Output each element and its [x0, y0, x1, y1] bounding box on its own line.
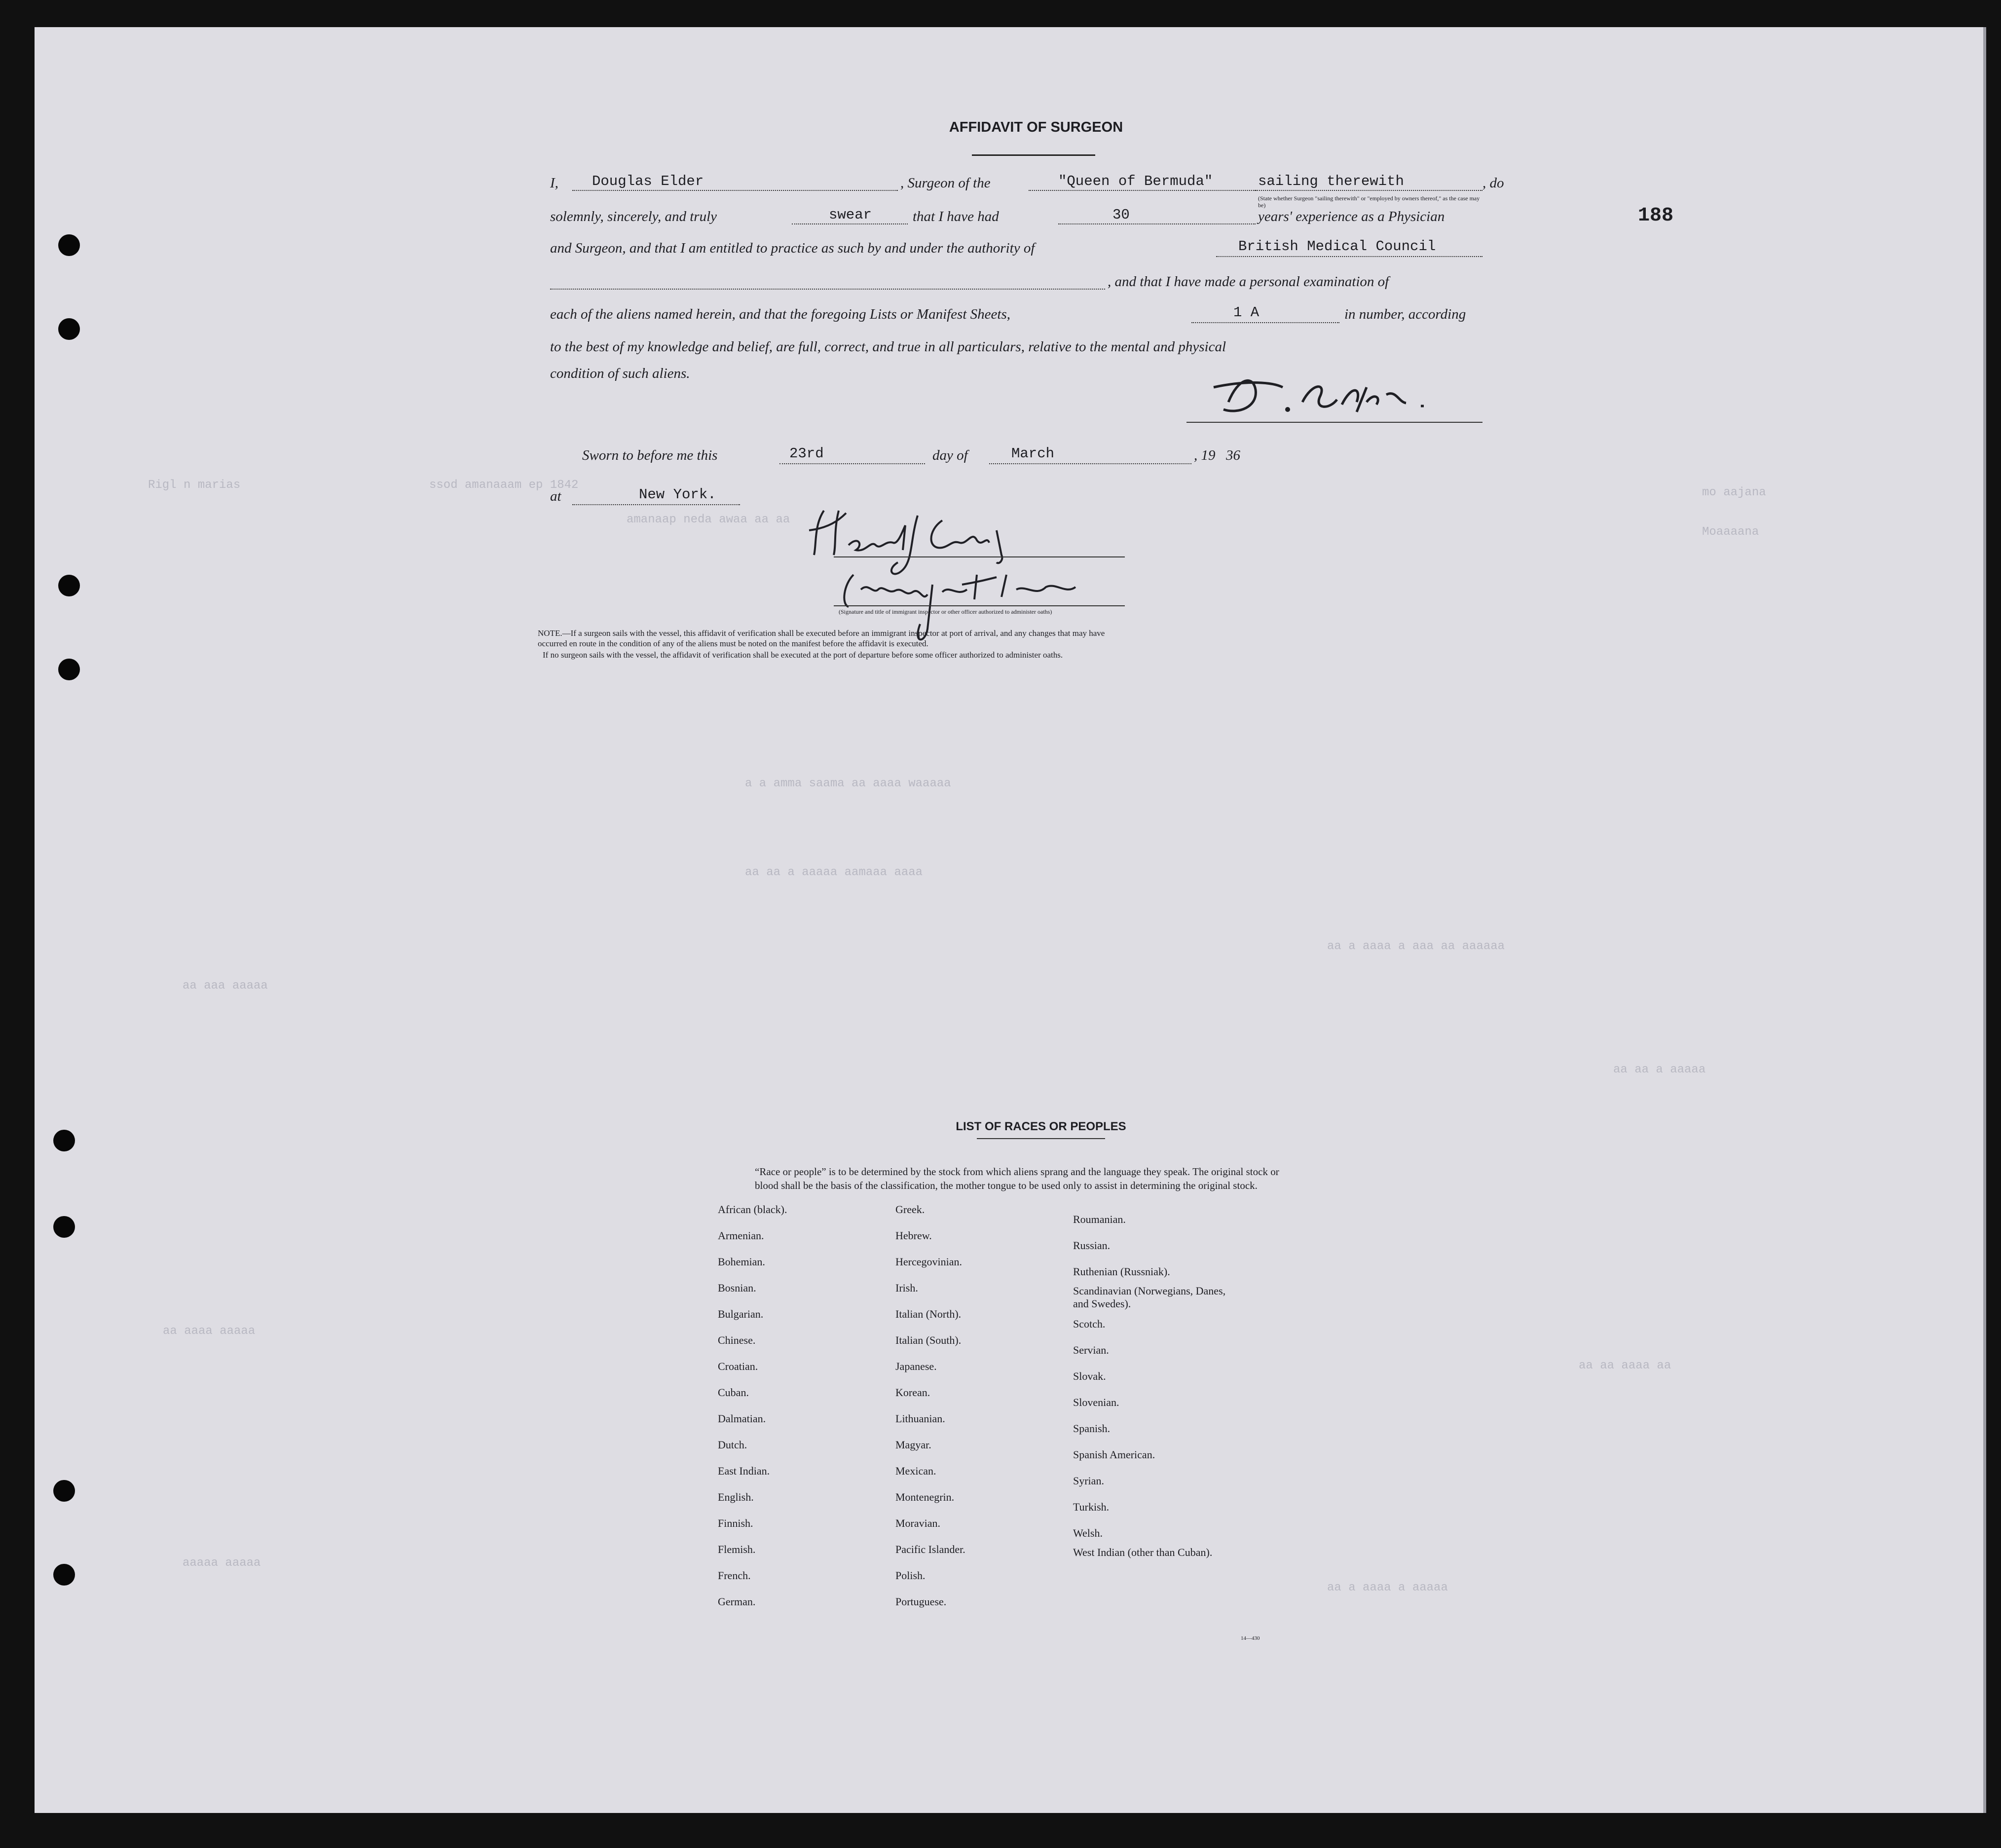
punch-hole — [58, 659, 80, 680]
note-text: NOTE.—If a surgeon sails with the vessel, this affidavit of verification shall be executed before an immigrant inspector at port of arrival, and any changes that may have — [538, 628, 1105, 638]
race-item: Finnish. — [718, 1517, 753, 1529]
sworn-day-line — [779, 463, 925, 464]
race-item: East Indian. — [718, 1465, 770, 1477]
punch-hole — [53, 1480, 75, 1502]
race-item: Spanish. — [1073, 1422, 1111, 1435]
punch-hole — [58, 234, 80, 256]
bleed-through-text: a a amma saama aa aaaa waaaaa — [745, 777, 951, 790]
bleed-through-text: aaaaa aaaaa — [183, 1556, 261, 1570]
manifest-sheet — [35, 27, 1986, 1813]
authority: British Medical Council — [1238, 238, 1436, 255]
race-item: Spanish American. — [1073, 1448, 1155, 1461]
note-text: occurred en route in the condition of any of the aliens must be noted on the manifest before the affidavit is executed. — [538, 639, 928, 648]
inspector-signature-line — [834, 556, 1125, 557]
race-item: Polish. — [895, 1569, 926, 1582]
bleed-through-text: aa aa aaaa aa — [1579, 1359, 1671, 1372]
race-item: Cuban. — [718, 1386, 749, 1399]
races-title: LIST OF RACES OR PEOPLES — [956, 1120, 1126, 1133]
sworn-month: March — [1011, 445, 1055, 462]
race-item: Russian. — [1073, 1239, 1111, 1252]
race-item: Flemish. — [718, 1543, 756, 1555]
sworn-place: New York. — [639, 486, 716, 503]
race-item: Syrian. — [1073, 1475, 1104, 1487]
race-item: Moravian. — [895, 1517, 941, 1529]
race-item: Roumanian. — [1073, 1213, 1126, 1225]
affidavit-text: each of the aliens named herein, and that the foregoing Lists or Manifest Sheets, — [550, 306, 1010, 322]
bleed-through-text: aa aaaa aaaaa — [163, 1325, 256, 1338]
bleed-through-text: ssod amanaaam ep 1842 — [429, 479, 579, 492]
affidavit-text: to the best of my knowledge and belief, are full, correct, and true in all particulars, relative to the mental and physical — [550, 339, 1226, 355]
affidavit-text: , do — [1482, 175, 1504, 191]
races-title-underline — [977, 1138, 1105, 1139]
race-item: Italian (South). — [895, 1334, 962, 1346]
race-item: Hercegovinian. — [895, 1256, 962, 1268]
bleed-through-text: aa aa a aaaaa — [1613, 1063, 1706, 1076]
sheet-count: 1 A — [1233, 304, 1260, 321]
years-experience: 30 — [1112, 207, 1130, 223]
race-item: Bulgarian. — [718, 1308, 764, 1320]
race-item: Slovak. — [1073, 1370, 1106, 1382]
oath-word: swear — [829, 207, 872, 223]
authority-line — [1216, 256, 1482, 257]
race-item: Scandinavian (Norwegians, Danes, and Swedes). — [1073, 1285, 1226, 1310]
sailing-status-line — [1256, 190, 1482, 191]
race-item: German. — [718, 1595, 756, 1608]
inspector-caption: (Signature and title of immigrant inspector or other officer authorized to administer oaths) — [839, 608, 1052, 615]
race-item: Croatian. — [718, 1360, 758, 1372]
sworn-place-line — [572, 504, 740, 505]
punch-hole — [58, 318, 80, 340]
race-item: Korean. — [895, 1386, 930, 1399]
sworn-text: day of — [932, 447, 968, 463]
years-line — [1058, 223, 1256, 224]
title-underline — [972, 154, 1095, 156]
races-intro: “Race or people” is to be determined by the stock from which aliens sprang and the language they speak. The original stock or blood shall be the basis of the classification, the mother tongue to be used only to assist in determining the original stock. — [755, 1166, 1279, 1191]
authority-line-2 — [550, 289, 1105, 290]
sworn-text: at — [550, 488, 561, 504]
affidavit-text: solemnly, sincerely, and truly — [550, 209, 717, 224]
affidavit-text: condition of such aliens. — [550, 366, 690, 381]
race-item: Servian. — [1073, 1344, 1109, 1356]
affidavit-text: , and that I have made a personal examination of — [1108, 274, 1389, 290]
punch-hole — [58, 575, 80, 596]
vessel-name: "Queen of Bermuda" — [1058, 173, 1213, 189]
sworn-year: 36 — [1226, 447, 1240, 463]
race-item: Magyar. — [895, 1439, 931, 1451]
race-item: Dutch. — [718, 1439, 747, 1451]
race-item: Bohemian. — [718, 1256, 765, 1268]
race-item: English. — [718, 1491, 754, 1503]
race-item: Armenian. — [718, 1229, 764, 1242]
race-item: Hebrew. — [895, 1229, 932, 1242]
surgeon-signature-line — [1186, 422, 1482, 423]
race-item: French. — [718, 1569, 751, 1582]
punch-hole — [53, 1216, 75, 1238]
race-item: Portuguese. — [895, 1595, 947, 1608]
form-number: 14—430 — [1241, 1635, 1260, 1641]
punch-hole — [53, 1130, 75, 1151]
sworn-text: Sworn to before me this — [582, 447, 718, 463]
race-item: Mexican. — [895, 1465, 936, 1477]
race-item: Welsh. — [1073, 1527, 1103, 1539]
sailing-status: sailing therewith — [1258, 173, 1404, 189]
race-item: Dalmatian. — [718, 1412, 766, 1425]
bleed-through-text: aa aaa aaaaa — [183, 979, 268, 993]
bleed-through-text: amanaap neda awaa aa aa — [627, 513, 790, 526]
race-item: Ruthenian (Russniak). — [1073, 1265, 1170, 1278]
sheet-count-line — [1191, 322, 1339, 323]
race-item: Slovenian. — [1073, 1396, 1119, 1408]
affidavit-text: and Surgeon, and that I am entitled to practice as such by and under the authority of — [550, 240, 1035, 256]
punch-hole — [53, 1564, 75, 1586]
page-number: 188 — [1638, 205, 1674, 227]
vessel-line — [1029, 190, 1256, 191]
race-item: African (black). — [718, 1203, 787, 1216]
inspector-title-line — [834, 605, 1125, 606]
race-item: Japanese. — [895, 1360, 937, 1372]
surgeon-name: Douglas Elder — [592, 173, 704, 189]
race-item: Scotch. — [1073, 1318, 1106, 1330]
race-item: Turkish. — [1073, 1501, 1110, 1513]
affidavit-text: I, — [550, 175, 558, 191]
bleed-through-text: aa a aaaa a aaaaa — [1327, 1581, 1448, 1594]
race-item: Bosnian. — [718, 1282, 756, 1294]
bleed-through-text: Moaaaana — [1702, 525, 1759, 539]
race-item: Lithuanian. — [895, 1412, 945, 1425]
bleed-through-text: aa a aaaa a aaa aa aaaaaa — [1327, 940, 1505, 953]
sworn-day: 23rd — [789, 445, 824, 462]
affidavit-text: , Surgeon of the — [900, 175, 991, 191]
races-column-3 — [1073, 1206, 1241, 1559]
surgeon-signature — [1209, 368, 1485, 422]
race-item: Montenegrin. — [895, 1491, 955, 1503]
affidavit-text: in number, according — [1344, 306, 1466, 322]
note-text: If no surgeon sails with the vessel, the affidavit of verification shall be executed at the port of departure before some officer authorized to administer oaths. — [543, 650, 1063, 660]
race-item: Chinese. — [718, 1334, 756, 1346]
oath-line — [792, 223, 908, 224]
bleed-through-text: mo aajana — [1702, 486, 1766, 499]
bleed-through-text: aa aa a aaaaa aamaaa aaaa — [745, 866, 923, 879]
bleed-through-text: Rigl n marias — [148, 479, 241, 492]
race-item: West Indian (other than Cuban). — [1073, 1546, 1213, 1558]
affidavit-text: that I have had — [913, 209, 999, 224]
races-column-2 — [895, 1196, 965, 1615]
sworn-month-line — [989, 463, 1191, 464]
page-title: AFFIDAVIT OF SURGEON — [949, 119, 1123, 135]
races-column-1 — [718, 1196, 787, 1615]
surgeon-name-line — [572, 190, 898, 191]
affidavit-text: years' experience as a Physician — [1258, 209, 1445, 224]
race-item: Irish. — [895, 1282, 918, 1294]
race-item: Pacific Islander. — [895, 1543, 965, 1555]
sworn-text: , 19 — [1194, 447, 1216, 463]
race-item: Italian (North). — [895, 1308, 962, 1320]
race-item: Greek. — [895, 1203, 925, 1216]
sailing-caption: (State whether Surgeon "sailing therewith" or "employed by owners thereof," as the case may be) — [1258, 195, 1480, 209]
